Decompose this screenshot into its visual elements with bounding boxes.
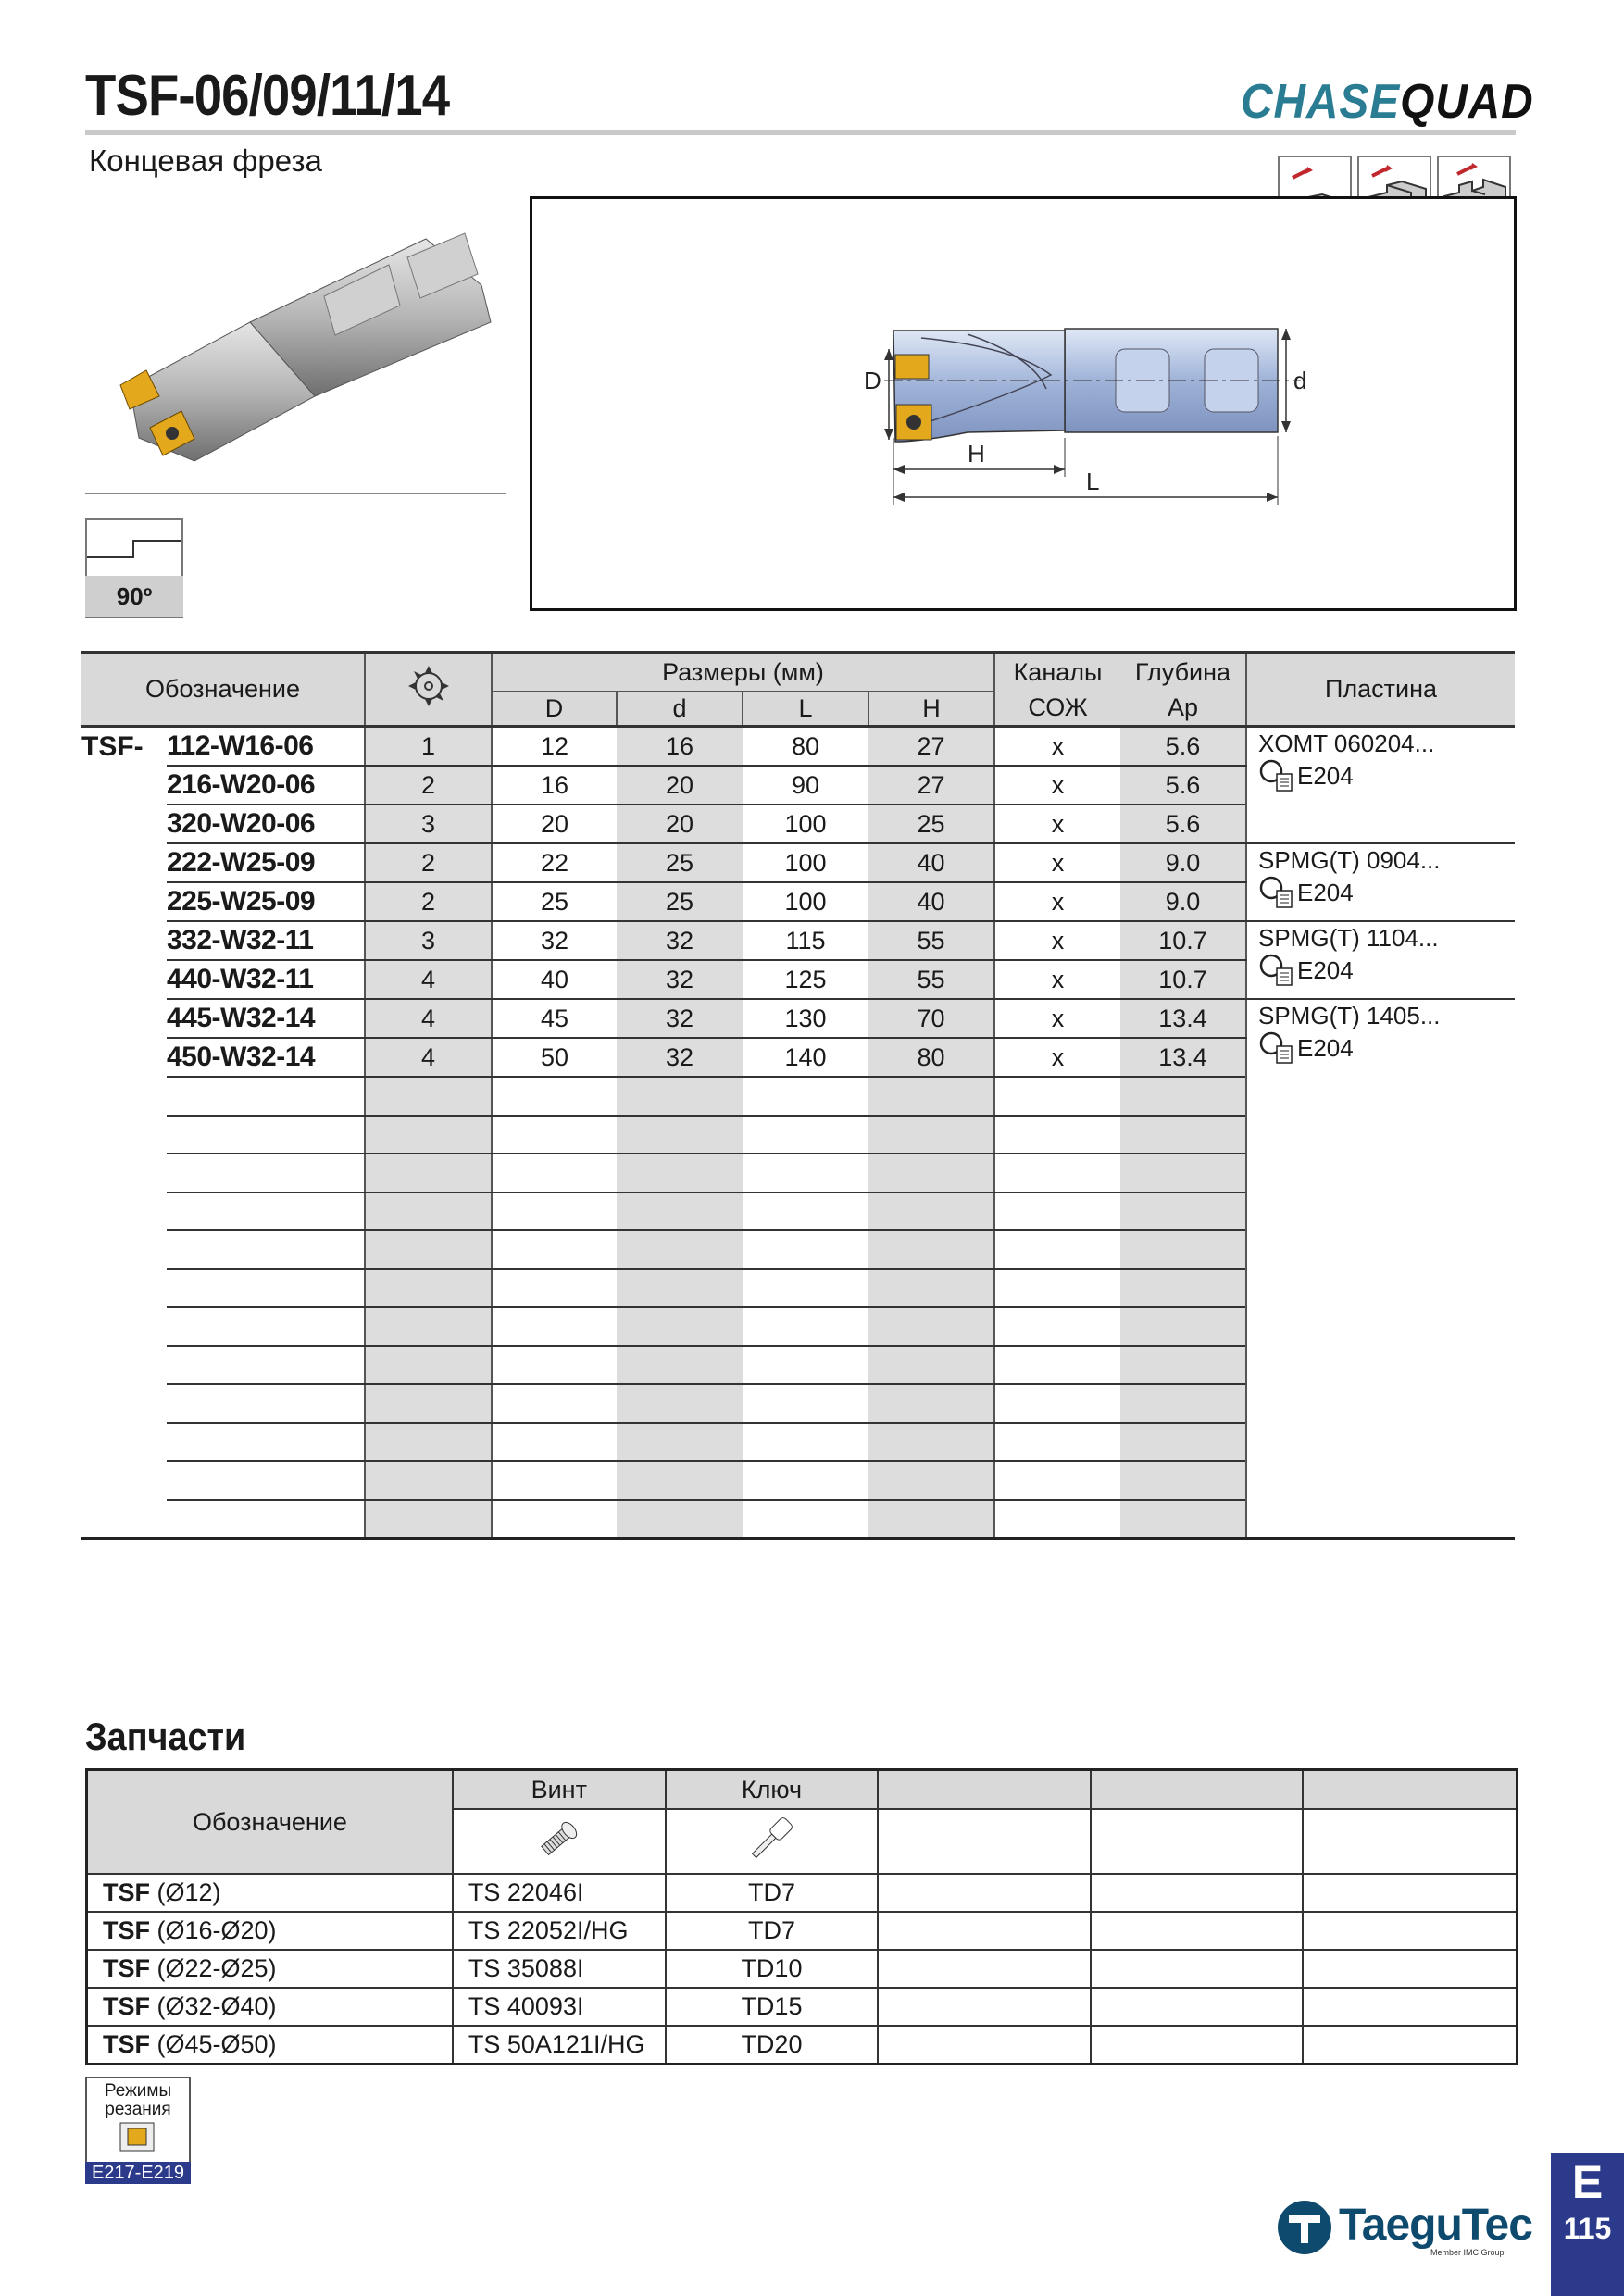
spare-row-key: TD7 xyxy=(666,1912,879,1950)
row-D: 32 xyxy=(492,921,617,960)
row-code: 440-W32-11 xyxy=(167,960,365,999)
row-depth: 10.7 xyxy=(1120,921,1246,960)
col-header-coolant-bottom: СОЖ xyxy=(994,692,1120,727)
row-D: 20 xyxy=(492,805,617,843)
magnifier-icon xyxy=(1258,759,1293,792)
spare-row-size: (Ø45-Ø50) xyxy=(150,2030,277,2058)
insert-code: SPMG(T) 1405... xyxy=(1258,1002,1441,1029)
row-teeth: 3 xyxy=(365,805,492,843)
spare-header-designation: Обозначение xyxy=(87,1770,453,1875)
row-coolant: x xyxy=(994,805,1120,843)
insert-group-3 xyxy=(1246,921,1515,999)
row-D: 25 xyxy=(492,882,617,921)
row-H: 27 xyxy=(868,766,994,805)
table-row xyxy=(81,727,1515,767)
row-d: 25 xyxy=(617,882,743,921)
key-icon xyxy=(666,1809,879,1874)
insert-ref-link[interactable] xyxy=(1258,1031,1515,1065)
cutting-modes-ref[interactable]: E217-E219 xyxy=(85,2162,191,2184)
dim-label-H: H xyxy=(968,440,985,468)
row-L: 100 xyxy=(743,805,868,843)
spare-row-screw: TS 50A121I/HG xyxy=(453,2026,666,2065)
row-coolant: x xyxy=(994,727,1120,767)
spare-row-size: (Ø12) xyxy=(150,1878,221,1906)
row-code: 320-W20-06 xyxy=(167,805,365,843)
col-header-L: L xyxy=(743,692,868,727)
row-H: 27 xyxy=(868,727,994,767)
taegutec-logo-icon xyxy=(1276,2199,1333,2261)
col-header-D: D xyxy=(492,692,617,727)
insert-ref[interactable]: E204 xyxy=(1297,956,1354,984)
row-L: 115 xyxy=(743,921,868,960)
spare-row-screw: TS 22052I/HG xyxy=(453,1912,666,1950)
row-D: 45 xyxy=(492,999,617,1038)
row-L: 100 xyxy=(743,882,868,921)
row-teeth: 2 xyxy=(365,766,492,805)
company-name: TaeguTec xyxy=(1339,2201,1532,2250)
row-H: 40 xyxy=(868,843,994,882)
row-L: 130 xyxy=(743,999,868,1038)
col-header-coolant-top: Каналы xyxy=(994,653,1120,692)
spare-row-prefix: TSF xyxy=(103,1992,150,2020)
spare-row-size: (Ø22-Ø25) xyxy=(150,1954,277,1982)
row-d: 32 xyxy=(617,960,743,999)
spare-row-screw: TS 22046I xyxy=(453,1874,666,1912)
spare-parts-title: Запчасти xyxy=(85,1715,246,1758)
spare-row-key: TD20 xyxy=(666,2026,879,2065)
tool-photo xyxy=(102,220,509,470)
technical-drawing xyxy=(530,196,1517,611)
col-header-depth-bottom: Ap xyxy=(1120,692,1246,727)
spare-row-screw: TS 40093I xyxy=(453,1988,666,2026)
row-H: 55 xyxy=(868,960,994,999)
col-header-dimensions: Размеры (мм) xyxy=(492,653,994,692)
spare-parts-table xyxy=(85,1768,1518,2065)
spare-row-prefix: TSF xyxy=(103,1916,150,1944)
table-row xyxy=(81,921,1515,960)
spare-row-size: (Ø32-Ø40) xyxy=(150,1992,277,2020)
magnifier-icon xyxy=(1258,876,1293,909)
spare-row-prefix: TSF xyxy=(103,1954,150,1982)
section-letter: E xyxy=(1571,2156,1604,2208)
row-teeth: 1 xyxy=(365,727,492,767)
company-subtitle: Member IMC Group xyxy=(1430,2248,1505,2257)
insert-group-4 xyxy=(1246,999,1515,1539)
row-code: 332-W32-11 xyxy=(167,921,365,960)
row-D: 16 xyxy=(492,766,617,805)
spare-row-prefix: TSF xyxy=(103,2030,150,2058)
row-teeth: 4 xyxy=(365,999,492,1038)
col-header-d: d xyxy=(617,692,743,727)
insert-ref[interactable]: E204 xyxy=(1297,879,1354,906)
magnifier-icon xyxy=(1258,954,1293,987)
page-title: TSF-06/09/11/14 xyxy=(85,64,450,128)
spare-row-key: TD7 xyxy=(666,1874,879,1912)
row-coolant: x xyxy=(994,1038,1120,1077)
row-d: 32 xyxy=(617,921,743,960)
row-L: 90 xyxy=(743,766,868,805)
row-depth: 5.6 xyxy=(1120,805,1246,843)
row-coolant: x xyxy=(994,766,1120,805)
brand-logo xyxy=(1241,74,1534,130)
row-code: 216-W20-06 xyxy=(167,766,365,805)
page-number: 115 xyxy=(1563,2212,1612,2245)
spare-row xyxy=(87,1874,1518,1912)
col-header-H: H xyxy=(868,692,994,727)
row-depth: 13.4 xyxy=(1120,999,1246,1038)
dim-label-D: D xyxy=(864,367,881,394)
row-depth: 5.6 xyxy=(1120,727,1246,767)
row-teeth: 3 xyxy=(365,921,492,960)
spare-row-prefix: TSF xyxy=(103,1878,150,1906)
col-header-insert: Пластина xyxy=(1246,653,1515,727)
photo-divider xyxy=(85,493,506,494)
table-row xyxy=(81,843,1515,882)
row-code: 450-W32-14 xyxy=(167,1038,365,1077)
row-d: 25 xyxy=(617,843,743,882)
row-depth: 5.6 xyxy=(1120,766,1246,805)
table-row xyxy=(81,999,1515,1038)
page-subtitle: Концевая фреза xyxy=(89,144,322,178)
insert-ref-link[interactable] xyxy=(1258,759,1515,792)
approach-angle-label: 90º xyxy=(85,576,183,617)
section-tab xyxy=(1551,2152,1624,2296)
cutting-modes-label1: Режимы xyxy=(104,2081,172,2101)
insert-code: XOMT 060204... xyxy=(1258,730,1435,757)
spare-row xyxy=(87,1988,1518,2026)
row-d: 20 xyxy=(617,766,743,805)
row-H: 80 xyxy=(868,1038,994,1077)
row-depth: 9.0 xyxy=(1120,882,1246,921)
col-header-designation: Обозначение xyxy=(81,653,365,727)
cutting-modes-label2: резания xyxy=(105,2100,171,2119)
row-H: 55 xyxy=(868,921,994,960)
row-D: 12 xyxy=(492,727,617,767)
spare-header-key: Ключ xyxy=(666,1770,879,1810)
spare-row-screw: TS 35088I xyxy=(453,1950,666,1988)
row-H: 25 xyxy=(868,805,994,843)
row-code: 225-W25-09 xyxy=(167,882,365,921)
cutter-teeth-icon xyxy=(406,663,452,709)
magnifier-icon xyxy=(1258,1031,1293,1065)
row-L: 80 xyxy=(743,727,868,767)
row-teeth: 2 xyxy=(365,843,492,882)
col-header-depth-top: Глубина xyxy=(1120,653,1246,692)
row-teeth: 2 xyxy=(365,882,492,921)
row-coolant: x xyxy=(994,960,1120,999)
insert-code: SPMG(T) 0904... xyxy=(1258,846,1441,874)
row-D: 50 xyxy=(492,1038,617,1077)
row-code: 445-W32-14 xyxy=(167,999,365,1038)
row-teeth: 4 xyxy=(365,960,492,999)
dim-label-d: d xyxy=(1293,367,1307,394)
row-coolant: x xyxy=(994,921,1120,960)
row-d: 32 xyxy=(617,1038,743,1077)
cutting-modes-icon xyxy=(115,2119,161,2156)
spare-row-key: TD15 xyxy=(666,1988,879,2026)
row-code: 112-W16-06 xyxy=(167,727,365,767)
row-L: 140 xyxy=(743,1038,868,1077)
insert-group-2 xyxy=(1246,843,1515,921)
row-depth: 9.0 xyxy=(1120,843,1246,882)
title-rule xyxy=(85,130,1516,135)
brand-logo-part1: CHASE xyxy=(1241,75,1401,129)
insert-code: SPMG(T) 1104... xyxy=(1258,924,1439,952)
product-table xyxy=(81,651,1515,1540)
row-H: 70 xyxy=(868,999,994,1038)
insert-ref-link[interactable] xyxy=(1258,954,1515,987)
spare-row xyxy=(87,1950,1518,1988)
row-L: 125 xyxy=(743,960,868,999)
row-d: 32 xyxy=(617,999,743,1038)
insert-ref-link[interactable] xyxy=(1258,876,1515,909)
spare-row-key: TD10 xyxy=(666,1950,879,1988)
row-teeth: 4 xyxy=(365,1038,492,1077)
row-depth: 13.4 xyxy=(1120,1038,1246,1077)
product-table-body xyxy=(81,727,1515,1539)
spare-header-screw: Винт xyxy=(453,1770,666,1810)
insert-ref[interactable]: E204 xyxy=(1297,762,1354,790)
row-d: 16 xyxy=(617,727,743,767)
row-d: 20 xyxy=(617,805,743,843)
dim-label-L: L xyxy=(1086,468,1100,495)
col-header-teeth xyxy=(365,653,492,727)
spare-row xyxy=(87,2026,1518,2065)
row-depth: 10.7 xyxy=(1120,960,1246,999)
row-L: 100 xyxy=(743,843,868,882)
spare-row-size: (Ø16-Ø20) xyxy=(150,1916,277,1944)
row-coolant: x xyxy=(994,843,1120,882)
insert-ref[interactable]: E204 xyxy=(1297,1034,1354,1062)
insert-group-1 xyxy=(1246,727,1515,844)
spare-row xyxy=(87,1912,1518,1950)
row-D: 22 xyxy=(492,843,617,882)
row-coolant: x xyxy=(994,882,1120,921)
row-D: 40 xyxy=(492,960,617,999)
brand-logo-part2: QUAD xyxy=(1400,75,1534,129)
screw-icon xyxy=(453,1809,666,1874)
row-coolant: x xyxy=(994,999,1120,1038)
row-code: 222-W25-09 xyxy=(167,843,365,882)
row-H: 40 xyxy=(868,882,994,921)
code-prefix: TSF- xyxy=(81,730,144,762)
